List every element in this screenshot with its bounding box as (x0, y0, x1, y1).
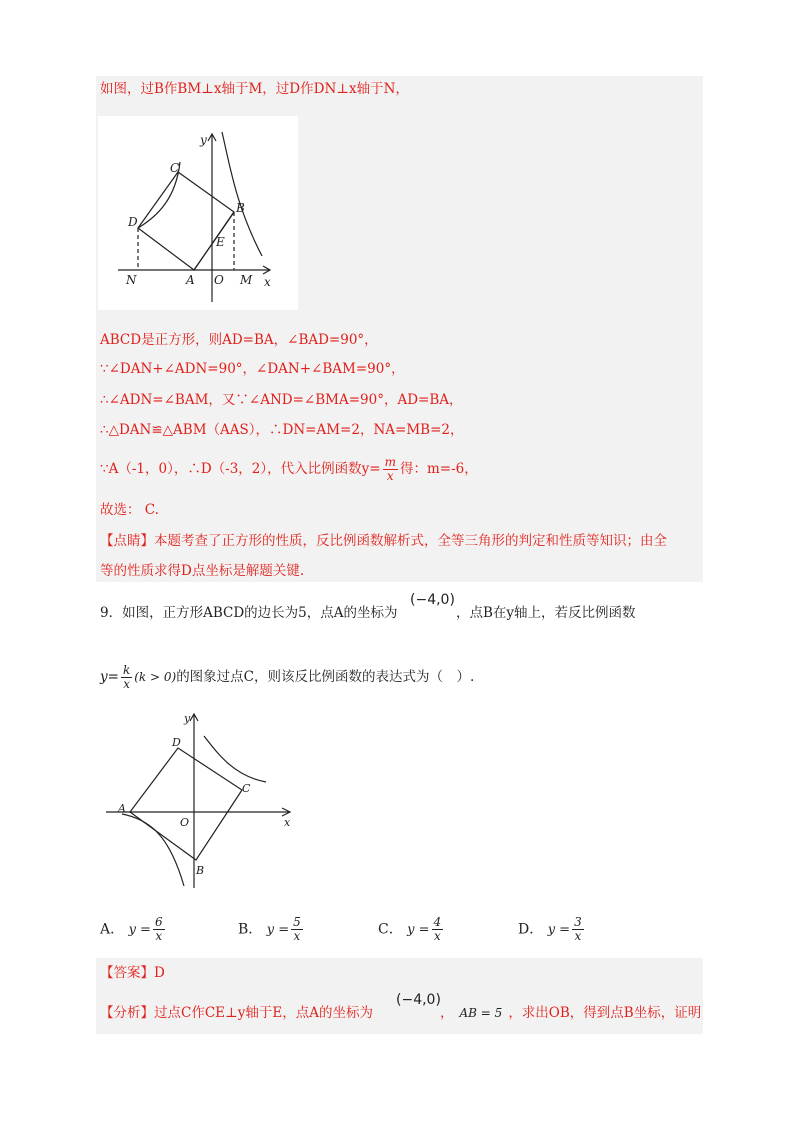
option-A-den: x (155, 929, 163, 943)
analysis-line (100, 1004, 373, 1022)
question-9-line-1 (100, 604, 398, 622)
fig2-label-A: A (118, 802, 126, 815)
answer-tag: 【答案】 (100, 965, 154, 981)
fig1-label-A: A (186, 273, 195, 287)
analysis-text-b: ， (440, 1005, 454, 1021)
option-B-fraction (291, 916, 303, 943)
answer-value: D (154, 965, 165, 981)
fraction-k-over-x (121, 664, 132, 691)
figure-square-hyperbola-2 (102, 708, 302, 892)
q9-y-eq: y= (100, 669, 119, 685)
option-D-lhs: y = (547, 922, 571, 938)
analysis-line-b (440, 1004, 701, 1022)
solution-line-4: ∴∠ADN=∠BAM，又∵∠AND=∠BMA=90°，AD=BA， (100, 392, 463, 408)
option-B-label: B． (238, 921, 263, 938)
option-D-label: D． (518, 921, 544, 938)
solution-line-2: ABCD是正方形，则AD=BA，∠BAD=90°， (100, 332, 378, 348)
option-D-num: 3 (574, 915, 582, 929)
q9-condition: (k > 0) (134, 670, 177, 684)
solution-line-6-b: 得：m=-6， (399, 461, 478, 477)
option-A-lhs: y = (128, 922, 151, 938)
analysis-text-c: ，求出OB，得到点B坐标，证明 (508, 1005, 702, 1021)
fig1-label-N: N (126, 273, 137, 287)
figure-square-hyperbola-1 (98, 116, 298, 310)
analysis-ab-eq: AB = 5 (459, 1006, 503, 1020)
solution-line-6 (100, 452, 478, 486)
option-B-lhs: y = (266, 922, 290, 938)
fig2-label-B: B (196, 864, 205, 877)
remark-line-2: 等的性质求得D点坐标是解题关键. (100, 563, 305, 579)
fig1-label-y: y (200, 133, 207, 147)
option-D-fraction (572, 916, 584, 943)
fig2-label-C: C (242, 782, 251, 795)
question-9-text-c: 的图象过点C，则该反比例函数的表达式为（ ）. (176, 669, 475, 685)
frac-k: k (122, 663, 131, 677)
frac-num: m (384, 455, 396, 469)
fig1-label-M: M (240, 273, 253, 287)
fig1-label-D: D (128, 215, 138, 229)
question-9-text-b: ，点B在y轴上，若反比例函数 (456, 605, 636, 621)
option-A-fraction (153, 916, 165, 943)
option-C-label: C． (378, 921, 403, 938)
solution-line-3: ∵∠DAN+∠ADN=90°，∠DAN+∠BAM=90°， (100, 361, 405, 377)
question-9-text-a: 9．如图，正方形ABCD的边长为5，点A的坐标为 (100, 605, 398, 621)
option-C-num: 4 (433, 915, 442, 929)
solution-line-5: ∴△DAN≌△ABM（AAS），∴DN=AM=2，NA=MB=2， (100, 422, 464, 438)
question-9-line-2 (100, 660, 474, 694)
analysis-coord-A: (−4,0) (396, 992, 441, 1008)
fig2-label-x: x (284, 816, 291, 829)
solution-line-6-a: ∵A（-1，0），∴D（-3，2），代入比例函数y= (100, 461, 381, 477)
solution-line-1: 如图，过B作BM⊥x轴于M，过D作DN⊥x轴于N， (100, 81, 409, 97)
fig1-label-B: B (236, 201, 245, 215)
option-A-num: 6 (154, 915, 163, 929)
option-A-label: A． (100, 921, 125, 938)
frac-den: x (386, 469, 394, 483)
option-C-den: x (433, 929, 441, 943)
option-C-fraction (432, 916, 444, 943)
remark-line-1: 【点睛】本题考查了正方形的性质，反比例函数解析式，全等三角形的判定和性质等知识；由全 (100, 533, 667, 549)
question-9-coord-A: (−4,0) (410, 592, 455, 608)
option-D[interactable] (518, 916, 586, 943)
option-B-num: 5 (293, 915, 301, 929)
fig1-label-O: O (214, 273, 224, 287)
analysis-text-a: 【分析】过点C作CE⊥y轴于E，点A的坐标为 (100, 1005, 373, 1021)
fig2-label-y: y (184, 712, 191, 725)
fig2-label-D: D (172, 736, 181, 749)
fig1-label-C: C (170, 161, 180, 175)
option-B-den: x (293, 929, 301, 943)
option-C-lhs: y = (407, 922, 430, 938)
fig1-label-x: x (264, 275, 271, 289)
fig1-label-E: E (216, 235, 225, 249)
option-A[interactable] (100, 916, 167, 943)
answer-line (100, 964, 165, 982)
option-C[interactable] (378, 916, 445, 943)
option-B[interactable] (238, 916, 305, 943)
option-D-den: x (574, 929, 582, 943)
fig2-label-O: O (180, 816, 190, 829)
frac-x: x (123, 677, 130, 691)
solution-line-7: 故选： C. (100, 502, 159, 518)
fraction-m-over-x (383, 456, 398, 483)
